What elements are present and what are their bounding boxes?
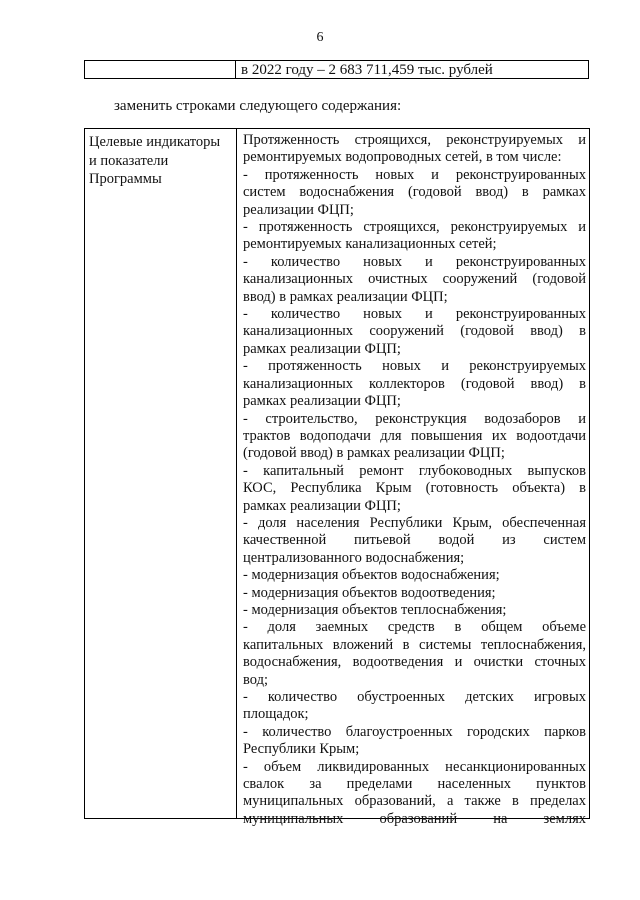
- top-table-row: [84, 60, 589, 79]
- content-line: площадок;: [243, 706, 309, 723]
- content-line: Протяженность строящихся, реконструируемых и: [243, 132, 586, 148]
- content-line: - доля заемных средств в общем объеме: [243, 619, 586, 636]
- content-line: систем водоснабжения (годовой ввод) в рамках: [243, 184, 586, 201]
- top-table-left-cell: [85, 61, 236, 78]
- content-line: - протяженность новых и реконструированных: [243, 166, 586, 183]
- content-line: - модернизация объектов водоснабжения;: [243, 567, 500, 584]
- content-line: - количество новых и реконструированных: [243, 306, 586, 323]
- content-line: - строительство, реконструкция водозаборов и: [243, 410, 586, 427]
- content-line: - количество обустроенных детских игровых: [243, 689, 586, 705]
- label-line: Целевые индикаторы: [89, 134, 221, 150]
- content-line: - количество новых и реконструированных: [243, 253, 586, 270]
- page-number: 6: [316, 30, 324, 45]
- content-line: ввод) в рамках реализации ФЦП;: [243, 288, 448, 305]
- content-line: рамках реализации ФЦП;: [243, 340, 401, 357]
- content-line: канализационных коллекторов (годовой ввод) в: [243, 375, 586, 392]
- content-line: рамках реализации ФЦП;: [243, 393, 401, 410]
- content-line: капитальных вложений в системы теплоснабжения,: [243, 636, 586, 653]
- content-line: канализационных сооружений (годовой ввод) в: [243, 323, 586, 340]
- content-line: муниципальных образований на землях: [243, 810, 586, 827]
- content-line: - протяженность новых и реконструируемых: [243, 358, 586, 375]
- content-line: (годовой ввод) в рамках реализации ФЦП;: [243, 445, 505, 462]
- content-line: - модернизация объектов водоотведения;: [243, 584, 496, 601]
- content-line: ремонтируемых водопроводных сетей, в том числе:: [243, 149, 562, 166]
- content-line: качественной питьевой водой из систем: [243, 532, 586, 549]
- content-line: - модернизация объектов теплоснабжения;: [243, 601, 507, 618]
- content-line: рамках реализации ФЦП;: [243, 497, 401, 514]
- content-line: - доля населения Республики Крым, обеспеченная: [243, 514, 586, 531]
- content-line: Республики Крым;: [243, 741, 360, 758]
- content-line: реализации ФЦП;: [243, 201, 354, 218]
- replace-instruction: заменить строками следующего содержания:: [114, 98, 402, 114]
- content-line: централизованного водоснабжения;: [243, 549, 465, 566]
- content-line: канализационных очистных сооружений (годовой: [243, 271, 586, 288]
- content-line: трактов водоподачи для повышения их водоотдачи: [243, 427, 586, 444]
- indicators-table: [84, 128, 590, 827]
- table-column-divider: [236, 129, 237, 818]
- content-line: ремонтируемых канализационных сетей;: [243, 236, 497, 253]
- content-line: - объем ликвидированных несанкционированных: [243, 758, 586, 775]
- content-line: - капитальный ремонт глубоководных выпусков: [243, 462, 586, 479]
- indicators-content-cell: [243, 132, 586, 828]
- label-line: Программы: [89, 171, 162, 187]
- content-line: - протяженность строящихся, реконструируемых и: [243, 219, 586, 236]
- content-line: - количество благоустроенных городских парков: [243, 723, 586, 740]
- content-line: водоснабжения, водоотведения и очистки сточных: [243, 654, 586, 671]
- content-line: муниципальных образований, а также в пределах: [243, 793, 586, 810]
- label-line: и показатели: [89, 152, 169, 169]
- top-table-right-cell: в 2022 году – 2 683 711,459 тыс. рублей: [241, 62, 493, 78]
- content-line: вод;: [243, 671, 268, 688]
- content-line: КОС, Республика Крым (готовность объекта) в: [243, 480, 586, 497]
- indicators-label-cell: [89, 133, 233, 189]
- content-line: свалок за пределами населенных пунктов: [243, 776, 586, 793]
